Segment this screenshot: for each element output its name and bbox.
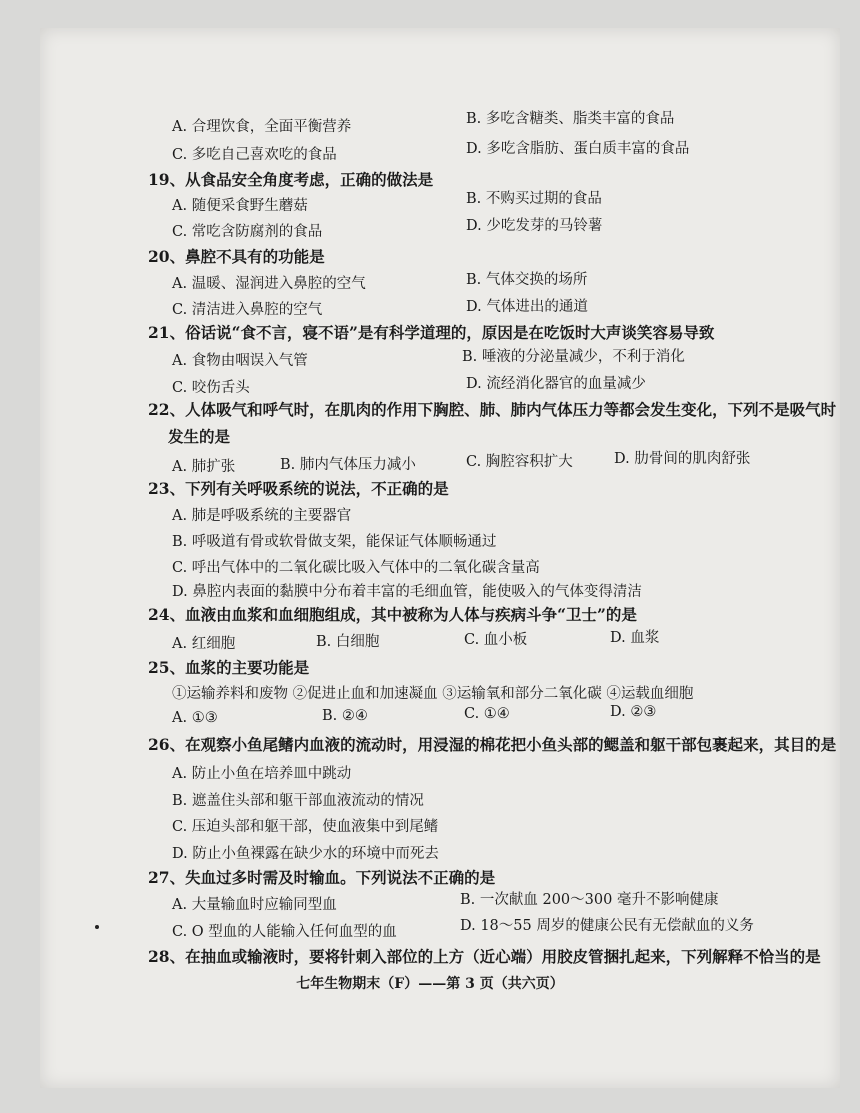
q25-items: ①运输养料和废物 ②促进止血和加速凝血 ③运输氧和部分二氧化碳 ④运载血细胞	[172, 686, 694, 702]
q27-option-b: B. 一次献血 200～300 毫升不影响健康	[460, 892, 719, 908]
q20-option-d: D. 气体进出的通道	[466, 299, 588, 315]
q19-option-d: D. 少吃发芽的马铃薯	[466, 218, 603, 234]
q20-option-a: A. 温暖、湿润进入鼻腔的空气	[172, 276, 366, 292]
q24-option-c: C. 血小板	[464, 632, 528, 648]
q24-option-d: D. 血浆	[610, 630, 660, 646]
q22-stem: 22、人体吸气和呼气时，在肌肉的作用下胸腔、肺、肺内气体压力等都会发生变化，下列不是吸气时	[148, 400, 837, 419]
q18-option-a: A. 合理饮食，全面平衡营养	[172, 119, 352, 135]
q27-stem: 27、失血过多时需及时输血。下列说法不正确的是	[148, 868, 496, 887]
q28-stem: 28、在抽血或输液时，要将针刺入部位的上方（近心端）用胶皮管捆扎起来，下列解释不恰当的是	[148, 947, 821, 966]
q23-option-b: B. 呼吸道有骨或软骨做支架，能保证气体顺畅通过	[172, 534, 497, 550]
q18-option-d: D. 多吃含脂肪、蛋白质丰富的食品	[466, 141, 690, 157]
q25-option-c: C. ①④	[464, 706, 510, 722]
q23-option-a: A. 肺是呼吸系统的主要器官	[172, 508, 352, 524]
q21-option-a: A. 食物由咽误入气管	[172, 353, 308, 369]
q25-stem: 25、血浆的主要功能是	[148, 658, 310, 677]
q26-option-b: B. 遮盖住头部和躯干部血液流动的情况	[172, 793, 424, 809]
q26-option-a: A. 防止小鱼在培养皿中跳动	[172, 766, 352, 782]
q25-option-b: B. ②④	[322, 708, 368, 724]
q22-option-b: B. 肺内气体压力减小	[280, 457, 416, 473]
q22-option-a: A. 肺扩张	[172, 459, 236, 475]
q27-option-a: A. 大量输血时应输同型血	[172, 897, 337, 913]
q19-option-a: A. 随便采食野生蘑菇	[172, 198, 308, 214]
q24-option-b: B. 白细胞	[316, 634, 380, 650]
q23-option-d: D. 鼻腔内表面的黏膜中分布着丰富的毛细血管，能使吸入的气体变得清洁	[172, 584, 642, 600]
q21-option-b: B. 唾液的分泌量减少，不利于消化	[462, 349, 685, 365]
q20-stem: 20、鼻腔不具有的功能是	[148, 247, 325, 266]
q22-option-d: D. 肋骨间的肌肉舒张	[614, 451, 751, 467]
q25-option-d: D. ②③	[610, 704, 657, 720]
q19-option-c: C. 常吃含防腐剂的食品	[172, 224, 323, 240]
q25-option-a: A. ①③	[172, 710, 218, 726]
q26-option-d: D. 防止小鱼裸露在缺少水的环境中而死去	[172, 846, 439, 862]
q20-option-b: B. 气体交换的场所	[466, 272, 588, 288]
q21-option-d: D. 流经消化器官的血量减少	[466, 376, 646, 392]
q27-option-d: D. 18～55 周岁的健康公民有无偿献血的义务	[460, 918, 754, 934]
q26-stem: 26、在观察小鱼尾鳍内血液的流动时，用浸湿的棉花把小鱼头部的鳃盖和躯干部包裹起来，其目的是	[148, 735, 837, 754]
q22-stem-continued: 发生的是	[168, 427, 231, 446]
stray-mark	[95, 925, 99, 929]
q22-option-c: C. 胸腔容积扩大	[466, 454, 573, 470]
q26-option-c: C. 压迫头部和躯干部，使血液集中到尾鳍	[172, 819, 439, 835]
q20-option-c: C. 清洁进入鼻腔的空气	[172, 302, 323, 318]
q23-stem: 23、下列有关呼吸系统的说法，不正确的是	[148, 479, 449, 498]
q24-option-a: A. 红细胞	[172, 636, 236, 652]
q18-option-b: B. 多吃含糖类、脂类丰富的食品	[466, 111, 675, 127]
q21-stem: 21、俗话说“食不言，寝不语”是有科学道理的，原因是在吃饭时大声谈笑容易导致	[148, 323, 715, 342]
q24-stem: 24、血液由血浆和血细胞组成，其中被称为人体与疾病斗争“卫士”的是	[148, 605, 637, 624]
q18-option-c: C. 多吃自己喜欢吃的食品	[172, 147, 337, 163]
page-footer: 七年生物期末（F）——第 3 页（共六页）	[296, 976, 564, 992]
q19-stem: 19、从食品安全角度考虑，正确的做法是	[148, 170, 434, 189]
q23-option-c: C. 呼出气体中的二氧化碳比吸入气体中的二氧化碳含量高	[172, 560, 540, 576]
q21-option-c: C. 咬伤舌头	[172, 380, 250, 396]
q27-option-c: C. O 型血的人能输入任何血型的血	[172, 924, 397, 940]
q19-option-b: B. 不购买过期的食品	[466, 191, 602, 207]
